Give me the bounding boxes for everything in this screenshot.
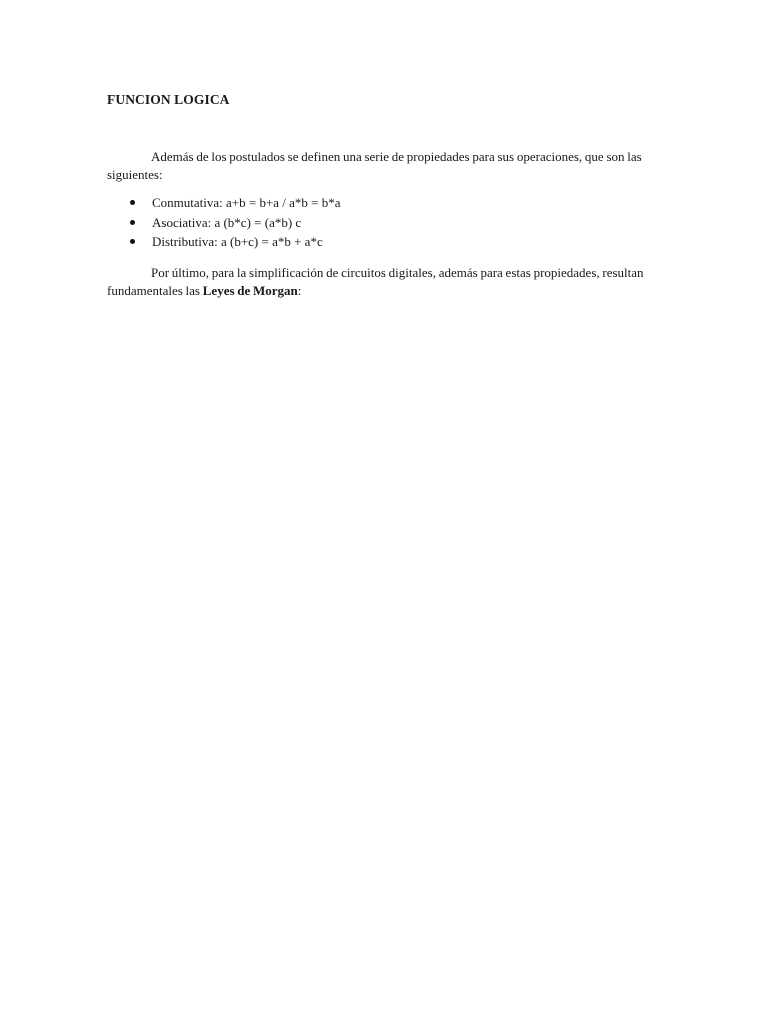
list-item-conmutativa bbox=[107, 193, 652, 213]
list-item-asociativa bbox=[107, 213, 652, 233]
list-item-label: Asociativa: a (b*c) = (a*b) c bbox=[152, 214, 302, 230]
bullet-icon bbox=[130, 220, 135, 225]
closing-paragraph-suffix: : bbox=[297, 282, 302, 298]
document-title: FUNCION LOGICA bbox=[107, 92, 230, 107]
document-content bbox=[107, 90, 652, 300]
closing-paragraph-text: Por último, para la simplificación de circuitos digitales, además para estas propiedades, resultan fundamentales las bbox=[107, 264, 644, 298]
properties-list bbox=[107, 193, 652, 252]
list-item-label: Conmutativa: a+b = b+a / a*b = b*a bbox=[152, 195, 341, 210]
leyes-de-morgan-emphasis: Leyes de Morgan bbox=[202, 282, 298, 298]
bullet-icon bbox=[130, 200, 135, 205]
closing-paragraph bbox=[107, 264, 652, 300]
list-item-distributiva bbox=[107, 232, 652, 252]
list-item-label: Distributiva: a (b+c) = a*b + a*c bbox=[152, 234, 323, 249]
intro-paragraph: Además de los postulados se definen una serie de propiedades para sus operaciones, que son las siguientes: bbox=[107, 149, 642, 182]
bullet-icon bbox=[130, 239, 135, 244]
